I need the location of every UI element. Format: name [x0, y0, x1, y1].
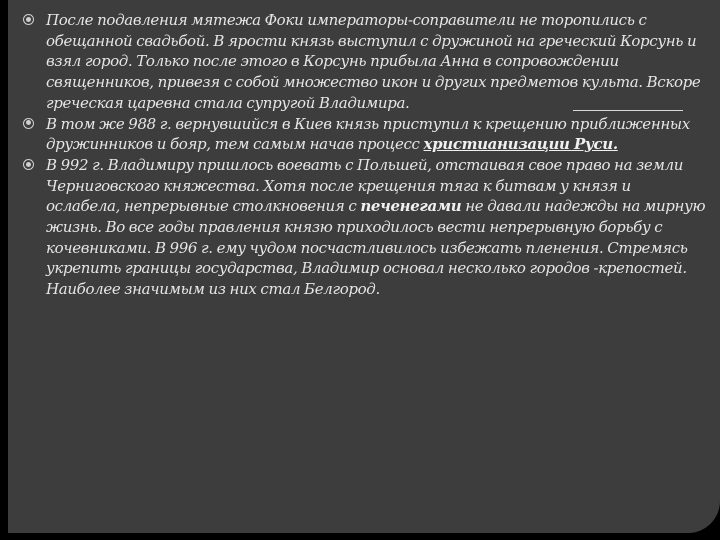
bullet-list [8, 10, 720, 300]
circled-dot-bullet-icon [23, 14, 34, 25]
divider-rule [573, 110, 683, 111]
circled-dot-bullet-icon [23, 159, 34, 170]
bullet-text-2: В том же 988 г. вернувшийся в Киев князь приступил к крещению приближенных дружинников и бояр, тем самым начав процесс [46, 114, 690, 154]
pechenegs-emphasis: печенегами [360, 197, 462, 216]
bullet-text-3b: не давали надежды на мирную жизнь. Во все годы правления князю приходилось вести непрерывную борьбу с кочевниками. В 996 г. ему чудом посчастливилось избежать пленения. Стремясь укрепить границы государства, Владимир основал несколько городов -крепостей. Наиболее значимым из них стал Белгород. [46, 197, 706, 299]
circled-dot-bullet-icon [23, 118, 34, 129]
bullet-item-2 [8, 114, 720, 155]
slide [8, 0, 720, 533]
bullet-text-1: После подавления мятежа Фоки императоры-соправители не торопились с обещанной свадьбой. В ярости князь выступил с дружиной на греческий Корсунь и взял город. Только после этого в Корсунь прибыла Анна в сопровождении священников, привезя с собой множество икон и других предметов культа. Вскоре греческая царевна стала супругой Владимира. [46, 11, 701, 112]
bullet-text-3a: В 992 г. Владимиру пришлось воевать с Польшей, отстаивая свое право на земли Черниговского княжества. Хотя после крещения тяга к битвам у князя и ослабела, непрерывные столкновения с [46, 155, 684, 216]
christianization-link[interactable]: христианизации Руси. [423, 135, 618, 154]
bullet-item-1 [8, 10, 720, 114]
bullet-item-3 [8, 155, 720, 300]
